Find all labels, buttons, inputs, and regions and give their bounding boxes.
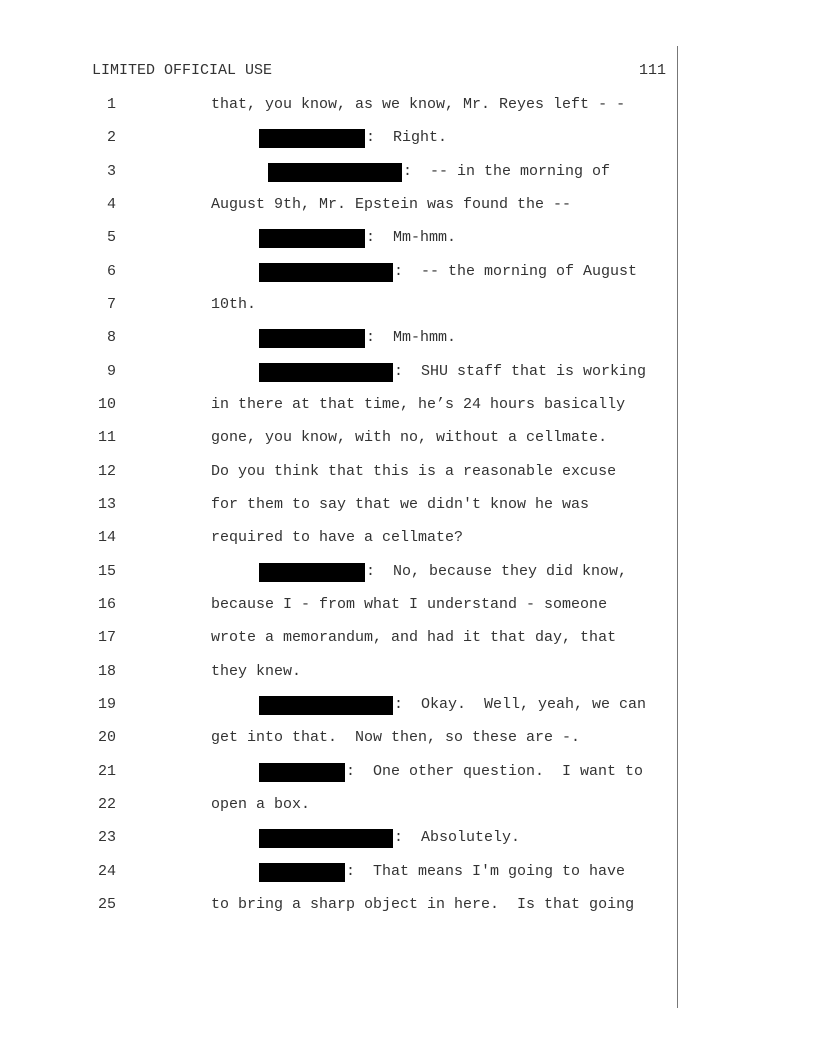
transcript-line — [0, 329, 680, 349]
line-number: 17 — [97, 629, 116, 646]
transcript-line — [0, 96, 680, 116]
line-text: : That means I'm going to have — [346, 863, 626, 880]
line-text: open a box. — [211, 796, 311, 813]
redaction-block — [259, 763, 345, 782]
transcript-line — [0, 829, 680, 849]
transcript-line — [0, 429, 680, 449]
transcript-line — [0, 763, 680, 783]
transcript-line — [0, 596, 680, 616]
line-text: that, you know, as we know, Mr. Reyes left - - — [211, 96, 626, 113]
redaction-block — [259, 363, 393, 382]
transcript-line — [0, 196, 680, 216]
redaction-block — [259, 863, 345, 882]
line-number: 15 — [97, 563, 116, 580]
line-number: 9 — [106, 363, 116, 380]
redaction-block — [259, 263, 393, 282]
line-number: 24 — [97, 863, 116, 880]
page-number: 111 — [638, 62, 666, 79]
redaction-block — [259, 129, 365, 148]
transcript-line — [0, 496, 680, 516]
line-text: : Absolutely. — [394, 829, 521, 846]
line-text: they knew. — [211, 663, 302, 680]
line-text: gone, you know, with no, without a cellmate. — [211, 429, 608, 446]
transcript-line — [0, 463, 680, 483]
line-text: : One other question. I want to — [346, 763, 644, 780]
line-text: : Okay. Well, yeah, we can — [394, 696, 647, 713]
line-number: 22 — [97, 796, 116, 813]
transcript-line — [0, 796, 680, 816]
line-number: 10 — [97, 396, 116, 413]
line-number: 4 — [106, 196, 116, 213]
line-text: : -- in the morning of — [403, 163, 611, 180]
transcript-line — [0, 629, 680, 649]
transcript-line — [0, 363, 680, 383]
transcript-line — [0, 729, 680, 749]
line-text: get into that. Now then, so these are -. — [211, 729, 581, 746]
redaction-block — [259, 696, 393, 715]
classification-header: LIMITED OFFICIAL USE — [92, 62, 273, 79]
transcript-line — [0, 396, 680, 416]
line-text: : No, because they did know, — [366, 563, 628, 580]
line-text: : Mm-hmm. — [366, 229, 457, 246]
transcript-line — [0, 563, 680, 583]
transcript-line — [0, 896, 680, 916]
line-number: 18 — [97, 663, 116, 680]
line-number: 25 — [97, 896, 116, 913]
redaction-block — [259, 329, 365, 348]
line-number: 21 — [97, 763, 116, 780]
line-text: Do you think that this is a reasonable excuse — [211, 463, 617, 480]
transcript-line — [0, 163, 680, 183]
transcript-line — [0, 663, 680, 683]
line-number: 16 — [97, 596, 116, 613]
line-text: for them to say that we didn't know he was — [211, 496, 590, 513]
line-text: 10th. — [211, 296, 257, 313]
transcript-line — [0, 696, 680, 716]
redaction-block — [259, 563, 365, 582]
line-number: 3 — [106, 163, 116, 180]
line-number: 1 — [106, 96, 116, 113]
line-text: : SHU staff that is working — [394, 363, 647, 380]
line-number: 5 — [106, 229, 116, 246]
redaction-block — [259, 829, 393, 848]
transcript-line — [0, 863, 680, 883]
line-number: 13 — [97, 496, 116, 513]
line-text: wrote a memorandum, and had it that day, that — [211, 629, 617, 646]
line-number: 11 — [97, 429, 116, 446]
line-text: : Right. — [366, 129, 448, 146]
transcript-line — [0, 263, 680, 283]
line-text: required to have a cellmate? — [211, 529, 464, 546]
line-number: 14 — [97, 529, 116, 546]
line-text: August 9th, Mr. Epstein was found the -- — [211, 196, 572, 213]
line-number: 12 — [97, 463, 116, 480]
line-number: 8 — [106, 329, 116, 346]
transcript-line — [0, 296, 680, 316]
line-number: 20 — [97, 729, 116, 746]
line-text: : Mm-hmm. — [366, 329, 457, 346]
line-number: 23 — [97, 829, 116, 846]
transcript-line — [0, 129, 680, 149]
transcript-line — [0, 229, 680, 249]
redaction-block — [268, 163, 402, 182]
redaction-block — [259, 229, 365, 248]
transcript-line — [0, 529, 680, 549]
line-number: 6 — [106, 263, 116, 280]
line-text: because I - from what I understand - someone — [211, 596, 608, 613]
line-text: in there at that time, he’s 24 hours basically — [211, 396, 626, 413]
line-text: : -- the morning of August — [394, 263, 638, 280]
line-number: 2 — [106, 129, 116, 146]
line-text: to bring a sharp object in here. Is that going — [211, 896, 635, 913]
line-number: 7 — [106, 296, 116, 313]
line-number: 19 — [97, 696, 116, 713]
